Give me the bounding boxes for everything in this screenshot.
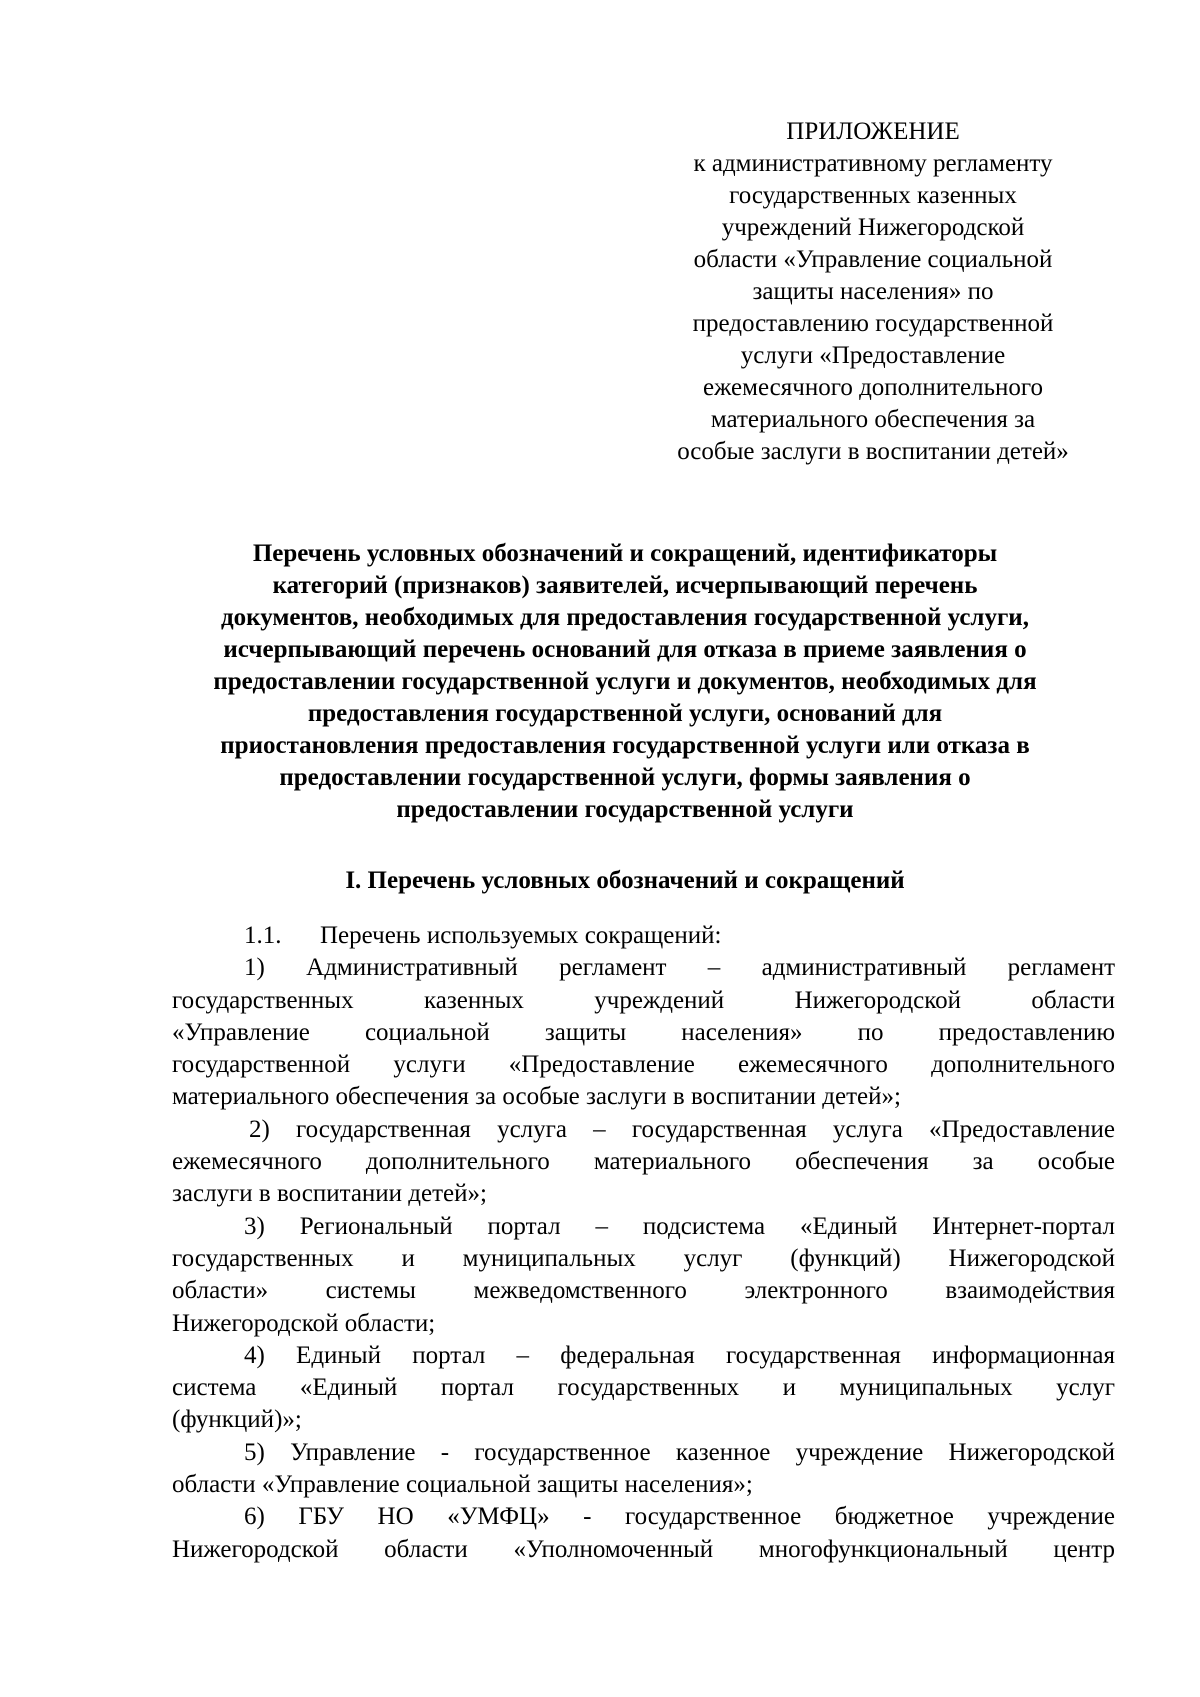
appendix-line: предоставлению государственной <box>692 310 1054 337</box>
section-body <box>172 920 1115 1566</box>
appendix-line: ПРИЛОЖЕНИЕ <box>786 118 960 145</box>
section-heading: I. Перечень условных обозначений и сокращений <box>345 867 905 894</box>
appendix-line: особые заслуги в воспитании детей» <box>677 438 1069 465</box>
appendix-header <box>658 116 1088 468</box>
paragraph-line: государственных и муниципальных услуг (функций) Нижегородской <box>172 1244 1115 1272</box>
paragraph-line: 2) государственная услуга – государственная услуга «Предоставление <box>249 1115 1115 1143</box>
paragraph-line: ежемесячного дополнительного материального обеспечения за особые <box>172 1148 1115 1176</box>
paragraph-line: 3) Региональный портал – подсистема «Единый Интернет-портал <box>244 1212 1115 1240</box>
paragraph-line: (функций)»; <box>172 1406 302 1434</box>
paragraph-line: «Управление социальной защиты населения» по предоставлению <box>172 1018 1115 1046</box>
title-line: Перечень условных обозначений и сокращений, идентификаторы <box>252 540 998 567</box>
definition-paragraph <box>172 1501 1115 1566</box>
paragraph-line: 5) Управление - государственное казенное учреждение Нижегородской <box>244 1438 1115 1466</box>
title-line: предоставления государственной услуги, оснований для <box>307 700 943 727</box>
appendix-line: защиты населения» по <box>752 278 994 305</box>
item-text: Перечень используемых сокращений: <box>320 922 722 949</box>
appendix-line: к административному регламенту <box>693 150 1053 177</box>
title-line: предоставлении государственной услуги и документов, необходимых для <box>213 668 1037 695</box>
item-number: 1.1. <box>244 922 282 949</box>
paragraph-line: 1) Административный регламент – административный регламент <box>244 954 1115 982</box>
definition-paragraph <box>172 952 1115 1113</box>
definition-paragraph <box>172 1211 1115 1340</box>
appendix-line: учреждений Нижегородской <box>721 214 1025 241</box>
appendix-line: государственных казенных <box>729 182 1017 209</box>
list-heading <box>172 920 1115 952</box>
paragraph-line: 4) Единый портал – федеральная государственная информационная <box>244 1341 1115 1369</box>
paragraph-line: система «Единый портал государственных и муниципальных услуг <box>172 1374 1115 1402</box>
title-line: предоставлении государственной услуги <box>396 796 854 823</box>
title-line: приостановления предоставления государственной услуги или отказа в <box>220 732 1030 759</box>
paragraph-line: 6) ГБУ НО «УМФЦ» - государственное бюджетное учреждение <box>244 1503 1115 1531</box>
definition-paragraph <box>172 1437 1115 1502</box>
appendix-line: материального обеспечения за <box>710 406 1036 433</box>
appendix-line: услуги «Предоставление <box>740 342 1006 369</box>
paragraph-line: материального обеспечения за особые заслуги в воспитании детей»; <box>172 1083 901 1111</box>
title-line: предоставлении государственной услуги, формы заявления о <box>279 764 971 791</box>
appendix-line: ежемесячного дополнительного <box>702 374 1043 401</box>
paragraph-line: области» системы межведомственного электронного взаимодействия <box>172 1277 1115 1305</box>
paragraph-line: Нижегородской области «Уполномоченный многофункциональный центр <box>172 1535 1115 1563</box>
document-title <box>160 538 1090 826</box>
appendix-line: области «Управление социальной <box>693 246 1053 273</box>
title-line: документов, необходимых для предоставления государственной услуги, <box>221 604 1029 631</box>
paragraph-line: области «Управление социальной защиты населения»; <box>172 1471 753 1499</box>
paragraph-line: Нижегородской области; <box>172 1309 436 1337</box>
title-line: исчерпывающий перечень оснований для отказа в приеме заявления о <box>223 636 1027 663</box>
definition-paragraph <box>172 1340 1115 1437</box>
paragraph-line: государственных казенных учреждений Нижегородской области <box>172 986 1115 1014</box>
paragraph-line: государственной услуги «Предоставление ежемесячного дополнительного <box>172 1051 1115 1079</box>
title-line: категорий (признаков) заявителей, исчерпывающий перечень <box>272 572 978 599</box>
paragraph-line: заслуги в воспитании детей»; <box>172 1180 487 1208</box>
definition-paragraph <box>172 1114 1115 1211</box>
